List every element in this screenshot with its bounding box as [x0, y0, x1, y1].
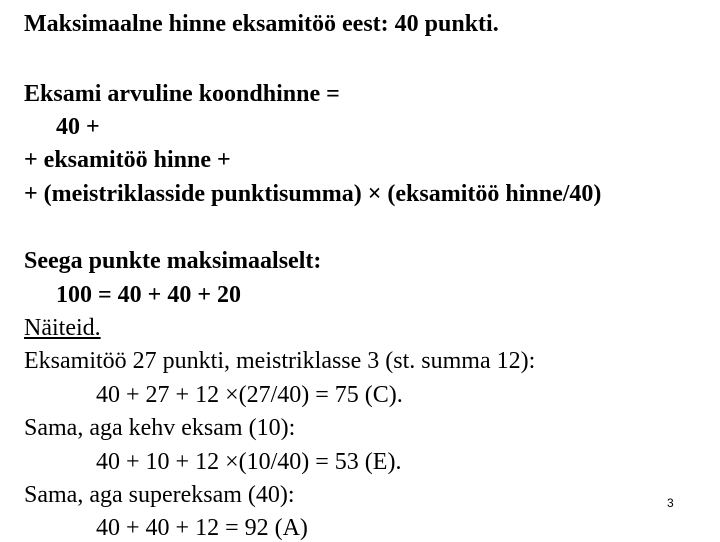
example-2-text: Sama, aga kehv eksam (10):	[24, 415, 296, 441]
example-1-text: Eksamitöö 27 punkti, meistriklasse 3 (st. summa 12):	[24, 348, 536, 374]
max-points-equation: 100 = 40 + 40 + 20	[56, 282, 242, 308]
example-2-calc: 40 + 10 + 12 ×(10/40) = 53 (E).	[96, 449, 402, 475]
formula-title: Eksami arvuline koondhinne =	[24, 81, 340, 107]
examples-heading: Näiteid.	[24, 315, 101, 341]
formula-line-2: + eksamitöö hinne +	[24, 147, 231, 173]
slide-number: 3	[667, 496, 674, 510]
max-grade-text: Maksimaalne hinne eksamitöö eest: 40 punkti.	[24, 11, 499, 37]
example-3-text: Sama, aga supereksam (40):	[24, 482, 295, 508]
example-3-calc: 40 + 40 + 12 = 92 (A)	[96, 515, 308, 541]
max-points-title: Seega punkte maksimaalselt:	[24, 248, 322, 274]
formula-line-3: + (meistriklasside punktisumma) × (eksamitöö hinne/40)	[24, 181, 602, 207]
example-1-calc: 40 + 27 + 12 ×(27/40) = 75 (C).	[96, 382, 403, 408]
formula-line-1: 40 +	[56, 114, 100, 140]
